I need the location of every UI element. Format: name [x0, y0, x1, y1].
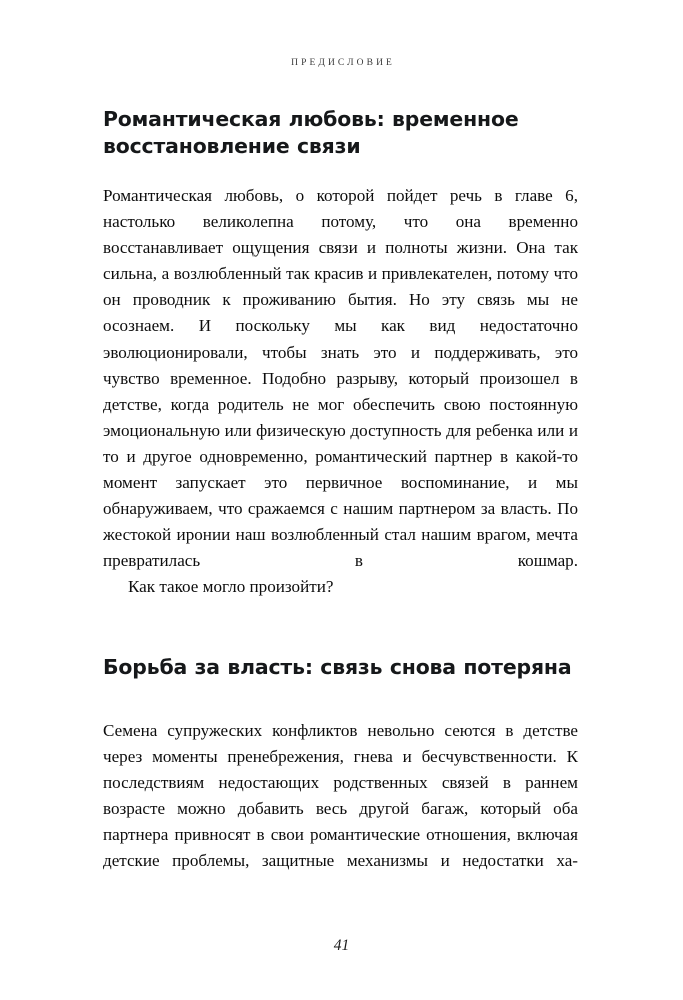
paragraph-how-could-this-happen: Как такое могло произойти? [128, 577, 334, 596]
section-heading-romantic-love: Романтическая любовь: временное восстановление связи [103, 107, 519, 158]
paragraph-romantic-love-body: Романтическая любовь, о которой пойдет речь в главе 6, настолько великолепна потому, что она временно восстанавливает ощущения связи и полноты жизни. Она так сильна, а возлюбленный так красив и привлекателен, потому что он проводник к проживанию бытия. Но эту связь мы не осознаем. И поскольку мы как вид недостаточно эволюционировали, чтобы знать это и поддерживать, это чувство временное. Подобно разрыву, который произошел в детстве, когда родитель не мог обеспечить свою постоянную эмоциональную или физическую доступность для ребенка или и то и другое одновременно, романтический партнер в какой-то момент запускает это первичное воспоминание, и мы обнаруживаем, что сражаемся с нашим партнером за власть. По жестокой иронии наш возлюбленный стал нашим врагом, мечта превратилась в кошмар. [103, 186, 578, 571]
running-head: ПРЕДИСЛОВИЕ [291, 58, 395, 68]
paragraph-power-struggle-body: Семена супружеских конфликтов невольно сеются в детстве через моменты пренебрежения, гнева и бесчувственности. К последствиям недостающих родственных связей в раннем возрасте можно добавить весь другой багаж, который оба партнера привносят в свои романтические отношения, включая детские проблемы, защитные механизмы и недостатки ха- [103, 721, 578, 871]
section-heading-power-struggle: Борьба за власть: связь снова потеряна [103, 655, 572, 679]
page-number: 41 [333, 937, 350, 954]
